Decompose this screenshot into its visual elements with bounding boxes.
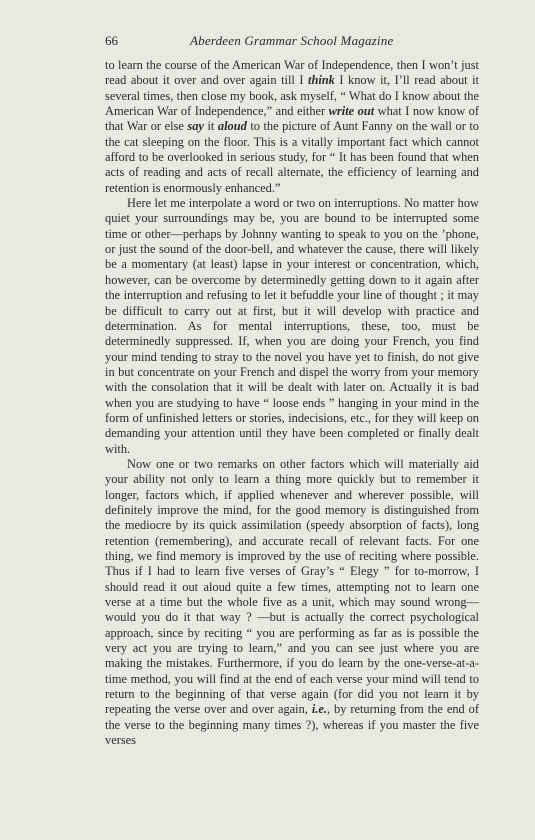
text-run: it (203, 119, 218, 134)
emphasis-text: say (187, 119, 204, 134)
article-body (105, 58, 479, 748)
emphasis-text: i.e. (311, 702, 327, 717)
text-run: to the picture of Aunt Fanny on the wall or to the cat sleeping on the floor. This is a vitally important fact which cannot afford to be overlooked in serious study, for “ It has been found that when acts of reading and acts of recall alternate, the efficiency of learning and retention is enormously enhanced.” (105, 119, 479, 195)
running-title: Aberdeen Grammar School Magazine (190, 33, 394, 48)
emphasis-text: aloud (217, 119, 247, 134)
page-number: 66 (105, 33, 118, 48)
paragraph-3 (105, 457, 479, 749)
text-run: Now one or two remarks on other factors which will materially aid your ability not only to learn a thing more quickly but to remember it longer, factors which, if applied whenever and wherever possible, will definitely improve the mind, for the good memory is distinguished from the mediocre by its quick assimilation (speedy absorption of facts), long retention (remembering), and accurate recall of relevant facts. For one thing, we find memory is improved by the use of reciting where possible. Thus if I had to learn five verses of Gray’s “ Elegy ” for to-morrow, I should read it out aloud quite a few times, attempting not to learn one verse at a time but the whole five as a unit, which may sound wrong—would you do it that way ? —but is actually the correct psychological approach, since by reciting “ you are performing as far as is possible the very act you are trying to learn,” and you can see just where you are making the mistakes. Furthermore, if you do learn by the one-verse-at-a-time method, you will find at the end of each verse your mind will tend to return to the beginning of that verse again (for did you not learn it by repeating the verse over and over again, (105, 456, 479, 717)
text-run: , by returning from the end of the verse to the beginning many times ?), whereas if you master the five verses (105, 702, 479, 748)
paragraph-2 (105, 196, 479, 457)
emphasis-text: think (308, 73, 335, 88)
emphasis-text: write out (328, 104, 375, 119)
text-run: to learn the course of the American War of Independence, then I won’t just read about it over and over again till I (105, 58, 479, 88)
paragraph-1 (105, 58, 479, 196)
text-run: what I now know of that War or else (105, 104, 479, 134)
text-run: I know it, I’ll read about it several times, then close my book, ask myself, “ What do I know about the American War of Independence,” and either (105, 73, 480, 119)
page-header (105, 33, 479, 51)
text-run: Here let me interpolate a word or two on interruptions. No matter how quiet your surroundings may be, you are bound to be interrupted some time or other—perhaps by Johnny wanting to speak to you on the ’phone, or just the sound of the door-bell, and whatever the cause, there will likely be a momentary (at least) lapse in your interest or concentration, which, however, can be overcome by determinedly getting down to it again after the interruption and refusing to let it befuddle your line of thought ; it may be difficult to carry out at first, but it will develop with practice and determination. As for mental interruptions, these, too, must be determinedly suppressed. If, when you are doing your French, you find your mind tending to stray to the novel you have yet to finish, do not give in but concentrate on your French and dispel the worry from your memory with the consolation that it will be dealt with later on. Actually it is bad when you are studying to have “ loose ends ” hanging in your mind in the form of unfinished letters or stories, indecisions, etc., for they will keep on demanding your attention until they have been completed or finally dealt with. (105, 196, 479, 456)
